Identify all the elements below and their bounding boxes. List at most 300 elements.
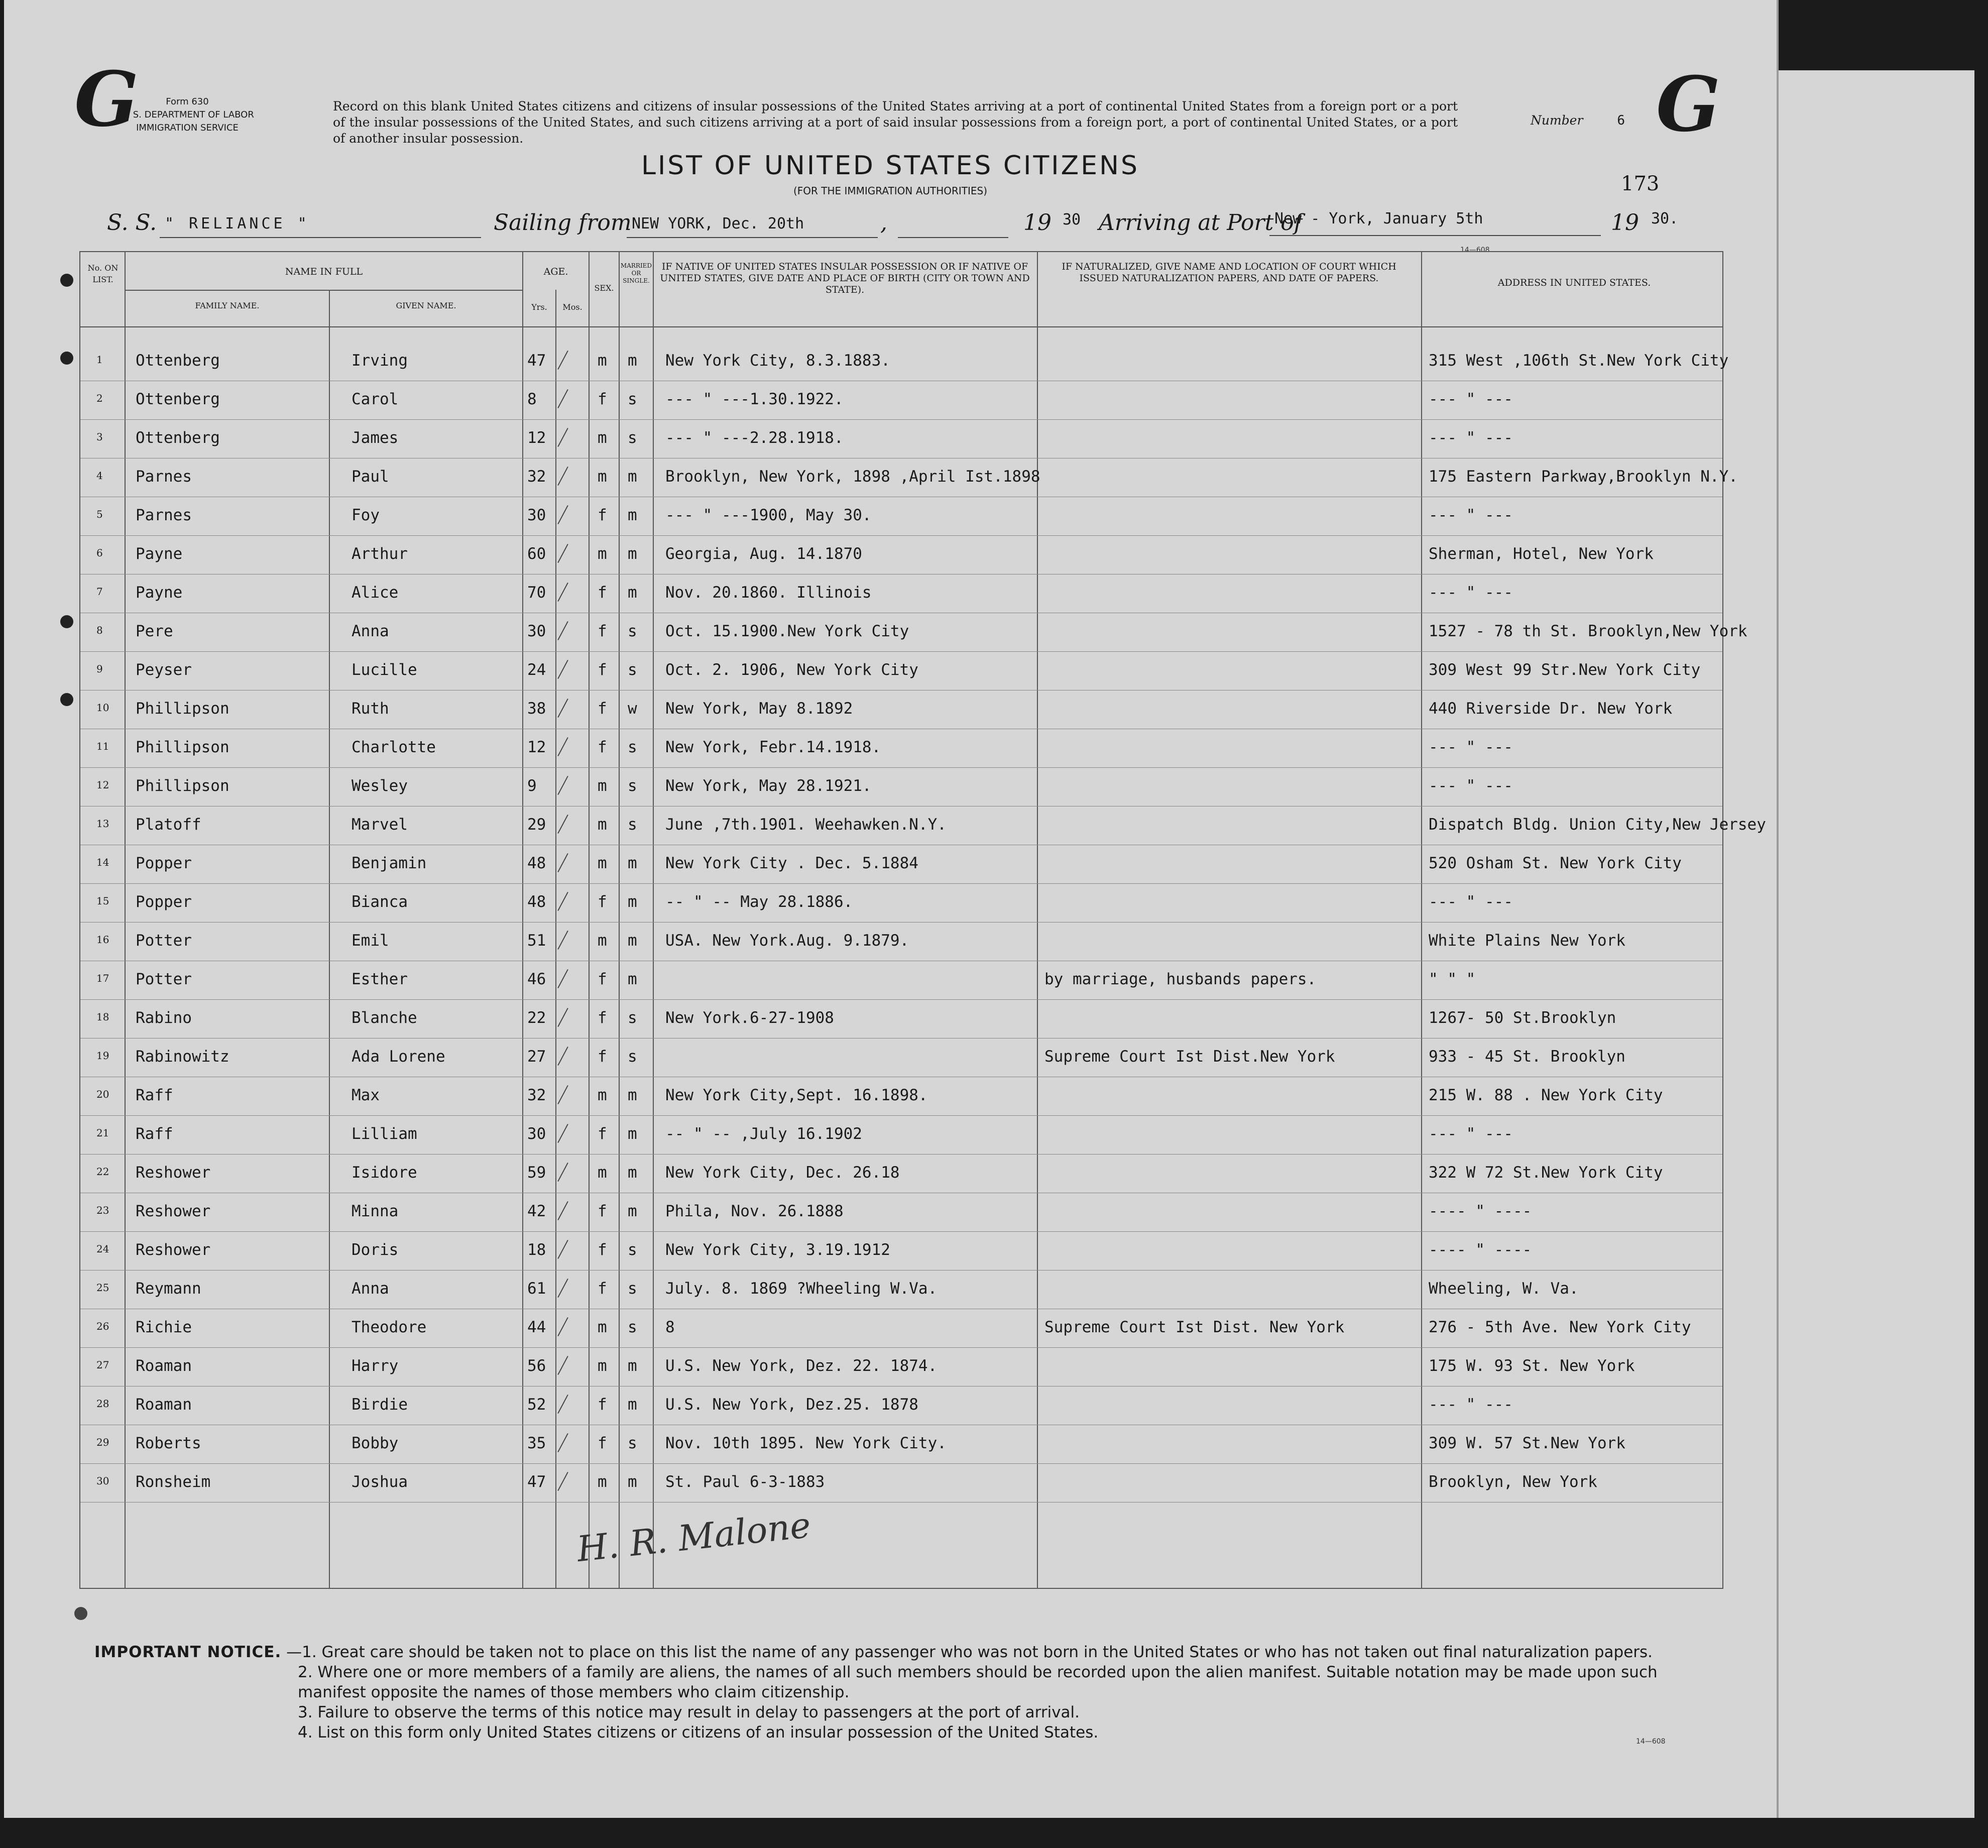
cell-addr: White Plains New York xyxy=(1429,932,1625,950)
cell-ms: s xyxy=(628,1241,637,1259)
cell-family: Potter xyxy=(136,970,192,988)
tick-mark xyxy=(557,1317,568,1336)
cell-nat: by marriage, husbands papers. xyxy=(1044,970,1317,988)
cell-addr: --- " --- xyxy=(1429,777,1513,795)
table-row xyxy=(80,1270,1722,1309)
cell-birth: New York City, Dec. 26.18 xyxy=(665,1164,900,1182)
cell-family: Rabinowitz xyxy=(136,1048,229,1066)
cell-ms: m xyxy=(628,506,637,524)
cell-sex: f xyxy=(598,584,607,602)
year-suffix-1: 30 xyxy=(1063,211,1081,228)
table-row xyxy=(80,497,1722,536)
cell-birth: --- " ---1900, May 30. xyxy=(665,506,872,524)
cell-birth: New York.6-27-1908 xyxy=(665,1009,834,1027)
cell-sex: m xyxy=(598,777,607,795)
cell-sex: m xyxy=(598,1086,607,1104)
cell-addr: 309 West 99 Str.New York City xyxy=(1429,661,1701,679)
cell-age: 70 xyxy=(527,584,546,602)
table-row xyxy=(80,420,1722,458)
cell-family: Raff xyxy=(136,1086,173,1104)
col-yrs: Yrs. xyxy=(531,302,547,312)
cell-family: Reshower xyxy=(136,1164,211,1182)
cell-family: Payne xyxy=(136,545,183,563)
cell-family: Payne xyxy=(136,584,183,602)
cell-addr: --- " --- xyxy=(1429,738,1513,756)
row-number: 21 xyxy=(96,1127,109,1139)
cell-given: Isidore xyxy=(352,1164,417,1182)
col-family-name: FAMILY NAME. xyxy=(195,301,260,310)
row-number: 15 xyxy=(96,895,109,907)
cell-ms: s xyxy=(628,1009,637,1027)
cell-family: Peyser xyxy=(136,661,192,679)
row-number: 14 xyxy=(96,856,109,868)
cell-given: Harry xyxy=(352,1357,399,1375)
cell-addr: ---- " ---- xyxy=(1429,1241,1532,1259)
row-number: 16 xyxy=(96,934,109,946)
cell-sex: f xyxy=(598,1396,607,1414)
cell-sex: m xyxy=(598,854,607,872)
tick-mark xyxy=(557,815,568,834)
table-row xyxy=(80,1464,1722,1503)
cell-sex: m xyxy=(598,429,607,447)
cell-addr: 175 W. 93 St. New York xyxy=(1429,1357,1635,1375)
cell-given: Emil xyxy=(352,932,389,950)
ship-name: " RELIANCE " xyxy=(165,215,310,233)
notice-item-2: 2. Where one or more members of a family are aliens, the names of all such members should be recorded upon the alien manifest. Suitable notation may be made upon such manifest opposite the names of those members who claim citizenship. xyxy=(298,1663,1658,1701)
cell-ms: s xyxy=(628,738,637,756)
signature: H. R. Malone xyxy=(574,1504,813,1570)
tick-mark xyxy=(557,1085,568,1104)
cell-given: Minna xyxy=(352,1202,399,1220)
cell-addr: --- " --- xyxy=(1429,1125,1513,1143)
table-row xyxy=(80,961,1722,1000)
col-birth: IF NATIVE OF UNITED STATES INSULAR POSSESSION OR IF NATIVE OF UNITED STATES, GIVE DATE AND PLACE OF BIRTH (CITY OR TOWN AND STATE). xyxy=(660,261,1030,295)
row-number: 25 xyxy=(96,1282,109,1294)
row-number: 18 xyxy=(96,1011,109,1023)
small-form-code: 14—608 xyxy=(1460,246,1490,254)
cell-birth: Brooklyn, New York, 1898 ,April Ist.1898 xyxy=(665,468,1040,486)
tick-mark xyxy=(557,931,568,950)
cell-birth: -- " -- ,July 16.1902 xyxy=(665,1125,862,1143)
cell-ms: m xyxy=(628,1086,637,1104)
tick-mark xyxy=(557,1472,568,1491)
row-number: 4 xyxy=(96,470,103,482)
cell-addr: 440 Riverside Dr. New York xyxy=(1429,700,1673,718)
cell-given: Marvel xyxy=(352,816,408,834)
col-address: ADDRESS IN UNITED STATES. xyxy=(1497,277,1651,288)
instructions-text: Record on this blank United States citizens and citizens of insular possessions of the United States arriving at a port of continental United States from a foreign port or a port of the insular possessions of the United States, and such citizens arriving at a port of said insular possessions from a foreign port, a port of continental United States, or a port of another insular possession. xyxy=(333,99,1458,146)
cell-birth: St. Paul 6-3-1883 xyxy=(665,1473,825,1491)
row-number: 30 xyxy=(96,1475,109,1487)
department: U. S. DEPARTMENT OF LABOR xyxy=(121,109,254,120)
cell-given: Ada Lorene xyxy=(352,1048,445,1066)
cell-age: 12 xyxy=(527,738,546,756)
row-number: 23 xyxy=(96,1204,109,1216)
cell-given: Alice xyxy=(352,584,399,602)
cell-addr: 520 Osham St. New York City xyxy=(1429,854,1682,872)
table-row xyxy=(80,1116,1722,1154)
table-row xyxy=(80,1077,1722,1116)
arriving-value: New - York, January 5th xyxy=(1274,210,1483,227)
punch-hole xyxy=(60,615,73,628)
tick-mark xyxy=(557,389,568,408)
cell-addr: 315 West ,106th St.New York City xyxy=(1429,352,1729,370)
tick-mark xyxy=(557,1395,568,1414)
tick-mark xyxy=(557,505,568,524)
table-row xyxy=(80,922,1722,961)
cell-sex: f xyxy=(598,738,607,756)
row-number: 22 xyxy=(96,1166,109,1178)
col-sex: SEX. xyxy=(594,283,614,293)
cell-addr: 933 - 45 St. Brooklyn xyxy=(1429,1048,1625,1066)
cell-addr: Dispatch Bldg. Union City,New Jersey xyxy=(1429,816,1766,834)
cell-birth: Phila, Nov. 26.1888 xyxy=(665,1202,844,1220)
cell-addr: --- " --- xyxy=(1429,893,1513,911)
tick-mark xyxy=(557,1047,568,1066)
cell-age: 29 xyxy=(527,816,546,834)
cell-ms: m xyxy=(628,468,637,486)
table-row xyxy=(80,1387,1722,1425)
cell-birth: New York, Febr.14.1918. xyxy=(665,738,881,756)
cell-family: Roberts xyxy=(136,1434,201,1452)
cell-birth: U.S. New York, Dez. 22. 1874. xyxy=(665,1357,938,1375)
cell-birth: 8 xyxy=(665,1318,675,1336)
passenger-table xyxy=(79,251,1766,1589)
cell-family: Ottenberg xyxy=(136,352,220,370)
cell-given: Anna xyxy=(352,1280,389,1298)
cell-birth: New York City,Sept. 16.1898. xyxy=(665,1086,928,1104)
cell-ms: s xyxy=(628,816,637,834)
cell-sex: f xyxy=(598,1202,607,1220)
row-number: 19 xyxy=(96,1050,109,1062)
cell-ms: s xyxy=(628,1048,637,1066)
cell-addr: 1527 - 78 th St. Brooklyn,New York xyxy=(1429,622,1747,640)
cell-sex: f xyxy=(598,1280,607,1298)
cell-age: 32 xyxy=(527,1086,546,1104)
table-row xyxy=(80,536,1722,574)
cell-addr: 276 - 5th Ave. New York City xyxy=(1429,1318,1691,1336)
cell-given: Bobby xyxy=(352,1434,399,1452)
notice-item-1: —1. Great care should be taken not to place on this list the name of any passenger who was not born in the United States or who has not taken out final naturalization papers. xyxy=(286,1643,1653,1661)
cell-sex: m xyxy=(598,1357,607,1375)
sailing-from-label: Sailing from xyxy=(494,210,632,236)
cell-addr: ---- " ---- xyxy=(1429,1202,1532,1220)
year-prefix-2: 19 xyxy=(1611,210,1639,236)
tick-mark xyxy=(557,621,568,640)
cell-sex: m xyxy=(598,1473,607,1491)
cell-family: Roaman xyxy=(136,1357,192,1375)
cell-family: Phillipson xyxy=(136,777,229,795)
col-given-name: GIVEN NAME. xyxy=(396,301,456,310)
cell-sex: f xyxy=(598,700,607,718)
cell-given: Blanche xyxy=(352,1009,417,1027)
cell-age: 24 xyxy=(527,661,546,679)
cell-ms: w xyxy=(628,700,637,718)
col-age: AGE. xyxy=(543,266,568,277)
cell-birth: U.S. New York, Dez.25. 1878 xyxy=(665,1396,918,1414)
cell-age: 48 xyxy=(527,854,546,872)
year-prefix-1: 19 xyxy=(1023,210,1051,236)
cell-sex: f xyxy=(598,506,607,524)
cell-ms: s xyxy=(628,390,637,408)
cell-age: 61 xyxy=(527,1280,546,1298)
table-row xyxy=(80,1425,1722,1464)
cell-given: Lilliam xyxy=(352,1125,417,1143)
cell-given: Carol xyxy=(352,390,399,408)
cell-nat: Supreme Court Ist Dist. New York xyxy=(1044,1318,1345,1336)
cell-addr: 175 Eastern Parkway,Brooklyn N.Y. xyxy=(1429,468,1738,486)
cell-ms: s xyxy=(628,1318,637,1336)
cell-age: 59 xyxy=(527,1164,546,1182)
cell-ms: m xyxy=(628,932,637,950)
tick-mark xyxy=(557,583,568,602)
year-suffix-2: 30. xyxy=(1651,210,1679,227)
cell-family: Phillipson xyxy=(136,738,229,756)
tick-mark xyxy=(557,351,568,370)
cell-age: 42 xyxy=(527,1202,546,1220)
sailing-from-value: NEW YORK, Dec. 20th xyxy=(632,215,804,233)
cell-age: 30 xyxy=(527,506,546,524)
cell-addr: Sherman, Hotel, New York xyxy=(1429,545,1654,563)
cell-age: 46 xyxy=(527,970,546,988)
tick-mark xyxy=(557,1356,568,1375)
cell-ms: s xyxy=(628,429,637,447)
form-number: Form 630 xyxy=(166,96,209,107)
col-married: MARRIED OR SINGLE. xyxy=(620,262,652,284)
cell-sex: m xyxy=(598,932,607,950)
cell-sex: m xyxy=(598,1318,607,1336)
cell-age: 30 xyxy=(527,622,546,640)
cell-given: Anna xyxy=(352,622,389,640)
cell-given: Irving xyxy=(352,352,408,370)
cell-birth: July. 8. 1869 ?Wheeling W.Va. xyxy=(665,1280,938,1298)
service: IMMIGRATION SERVICE xyxy=(136,123,239,133)
col-no: No. ON LIST. xyxy=(87,263,119,284)
punch-hole xyxy=(60,274,73,287)
cell-given: Theodore xyxy=(352,1318,427,1336)
cell-ms: s xyxy=(628,1280,637,1298)
cell-sex: f xyxy=(598,1048,607,1066)
cell-sex: m xyxy=(598,545,607,563)
tick-mark xyxy=(557,776,568,795)
col-name-in-full: NAME IN FULL xyxy=(285,266,363,277)
cell-birth: Nov. 10th 1895. New York City. xyxy=(665,1434,947,1452)
table-row xyxy=(80,884,1722,922)
row-number: 1 xyxy=(96,354,103,366)
table-row xyxy=(80,381,1722,420)
row-number: 24 xyxy=(96,1243,109,1255)
table-row xyxy=(80,1309,1722,1348)
ship-label: S. S. xyxy=(107,210,157,236)
page-title: LIST OF UNITED STATES CITIZENS xyxy=(641,151,1139,181)
cell-ms: m xyxy=(628,1125,637,1143)
cell-birth: USA. New York.Aug. 9.1879. xyxy=(665,932,909,950)
cell-addr: --- " --- xyxy=(1429,429,1513,447)
cell-age: 35 xyxy=(527,1434,546,1452)
cell-addr: Brooklyn, New York xyxy=(1429,1473,1597,1491)
cell-age: 12 xyxy=(527,429,546,447)
table-row xyxy=(80,1348,1722,1387)
tick-mark xyxy=(557,1163,568,1182)
cell-sex: m xyxy=(598,352,607,370)
table-row xyxy=(80,613,1747,652)
cell-birth: Oct. 15.1900.New York City xyxy=(665,622,909,640)
cell-sex: f xyxy=(598,1241,607,1259)
cell-ms: s xyxy=(628,622,637,640)
table-row xyxy=(80,806,1766,845)
cell-birth: New York, May 8.1892 xyxy=(665,700,853,718)
notice-lead: IMPORTANT NOTICE. xyxy=(94,1643,282,1661)
cell-addr: --- " --- xyxy=(1429,1396,1513,1414)
cell-given: Wesley xyxy=(352,777,408,795)
cell-age: 38 xyxy=(527,700,546,718)
cell-sex: f xyxy=(598,1434,607,1452)
cell-birth: Nov. 20.1860. Illinois xyxy=(665,584,872,602)
row-number: 20 xyxy=(96,1088,109,1100)
tick-mark xyxy=(557,737,568,756)
cell-sex: m xyxy=(598,816,607,834)
punch-hole xyxy=(74,1607,87,1620)
cell-family: Raff xyxy=(136,1125,173,1143)
cell-family: Platoff xyxy=(136,816,201,834)
tick-mark xyxy=(557,1008,568,1027)
cell-given: Arthur xyxy=(352,545,408,563)
tick-mark xyxy=(557,1124,568,1143)
cell-sex: f xyxy=(598,1125,607,1143)
cell-family: Ottenberg xyxy=(136,429,220,447)
cell-ms: s xyxy=(628,1434,637,1452)
cell-age: 44 xyxy=(527,1318,546,1336)
cell-ms: m xyxy=(628,545,637,563)
cell-age: 9 xyxy=(527,777,537,795)
tick-mark xyxy=(557,660,568,679)
table-row xyxy=(80,690,1722,729)
row-number: 11 xyxy=(96,740,109,752)
table-row xyxy=(80,1154,1722,1193)
comma-1: , xyxy=(880,210,887,236)
cell-given: Joshua xyxy=(352,1473,408,1491)
cell-age: 48 xyxy=(527,893,546,911)
table-row xyxy=(80,845,1722,884)
cell-birth: --- " ---2.28.1918. xyxy=(665,429,844,447)
cell-given: Bianca xyxy=(352,893,408,911)
cell-family: Popper xyxy=(136,854,192,872)
cell-birth: --- " ---1.30.1922. xyxy=(665,390,844,408)
tick-mark xyxy=(557,1201,568,1220)
table-row xyxy=(80,768,1722,806)
cell-age: 60 xyxy=(527,545,546,563)
page-subtitle: (FOR THE IMMIGRATION AUTHORITIES) xyxy=(793,185,988,197)
row-number: 12 xyxy=(96,779,109,791)
row-number: 27 xyxy=(96,1359,109,1371)
cell-addr: " " " xyxy=(1429,970,1476,988)
cell-family: Popper xyxy=(136,893,192,911)
tick-mark xyxy=(557,544,568,563)
tick-mark xyxy=(557,467,568,486)
cell-family: Roaman xyxy=(136,1396,192,1414)
cell-birth: -- " -- May 28.1886. xyxy=(665,893,853,911)
table-row xyxy=(80,574,1722,613)
cell-family: Ottenberg xyxy=(136,390,220,408)
cell-age: 51 xyxy=(527,932,546,950)
cell-sex: f xyxy=(598,893,607,911)
cell-age: 52 xyxy=(527,1396,546,1414)
tick-mark xyxy=(557,1240,568,1259)
cell-addr: --- " --- xyxy=(1429,390,1513,408)
cell-given: Max xyxy=(352,1086,380,1104)
cell-age: 56 xyxy=(527,1357,546,1375)
cell-given: Ruth xyxy=(352,700,389,718)
cell-age: 32 xyxy=(527,468,546,486)
cell-given: Lucille xyxy=(352,661,417,679)
row-number: 10 xyxy=(96,702,109,714)
col-mos: Mos. xyxy=(562,302,582,312)
cell-ms: m xyxy=(628,1396,637,1414)
cell-given: Esther xyxy=(352,970,408,988)
number-label: Number xyxy=(1531,113,1583,128)
tick-mark xyxy=(557,1433,568,1452)
cell-ms: m xyxy=(628,1164,637,1182)
cell-family: Reshower xyxy=(136,1202,211,1220)
cell-family: Rabino xyxy=(136,1009,192,1027)
row-number: 9 xyxy=(96,663,103,675)
cell-given: Benjamin xyxy=(352,854,427,872)
cell-family: Reshower xyxy=(136,1241,211,1259)
important-notice xyxy=(94,1642,1711,1743)
cell-birth: Oct. 2. 1906, New York City xyxy=(665,661,918,679)
corner-letter-right: G xyxy=(1656,60,1721,149)
cell-age: 27 xyxy=(527,1048,546,1066)
cell-birth: Georgia, Aug. 14.1870 xyxy=(665,545,862,563)
number-value: 6 xyxy=(1617,113,1625,128)
cell-birth: New York City, 3.19.1912 xyxy=(665,1241,890,1259)
tick-mark xyxy=(557,1279,568,1298)
cell-family: Phillipson xyxy=(136,700,229,718)
row-number: 29 xyxy=(96,1436,109,1448)
punch-hole xyxy=(60,693,73,706)
cell-nat: Supreme Court Ist Dist.New York xyxy=(1044,1048,1335,1066)
row-number: 3 xyxy=(96,431,103,443)
cell-addr: 309 W. 57 St.New York xyxy=(1429,1434,1625,1452)
cell-ms: m xyxy=(628,584,637,602)
cell-addr: 322 W 72 St.New York City xyxy=(1429,1164,1663,1182)
cell-sex: m xyxy=(598,468,607,486)
cell-given: Charlotte xyxy=(352,738,436,756)
cell-sex: f xyxy=(598,970,607,988)
table-row xyxy=(80,458,1738,497)
table-row xyxy=(80,729,1722,768)
corner-letter-left: G xyxy=(74,55,139,144)
table-row xyxy=(80,652,1722,690)
cell-age: 18 xyxy=(527,1241,546,1259)
cell-given: Paul xyxy=(352,468,389,486)
tick-mark xyxy=(557,892,568,911)
cell-family: Parnes xyxy=(136,506,192,524)
row-number: 7 xyxy=(96,586,103,598)
notice-item-3: 3. Failure to observe the terms of this notice may result in delay to passengers at the port of arrival. xyxy=(298,1703,1080,1721)
cell-ms: m xyxy=(628,1202,637,1220)
cell-sex: f xyxy=(598,390,607,408)
row-number: 28 xyxy=(96,1398,109,1410)
cell-ms: s xyxy=(628,661,637,679)
cell-addr: --- " --- xyxy=(1429,584,1513,602)
row-number: 2 xyxy=(96,392,103,404)
punch-hole xyxy=(60,352,73,365)
cell-given: Birdie xyxy=(352,1396,408,1414)
row-number: 17 xyxy=(96,972,109,984)
arriving-label: Arriving at Port of xyxy=(1099,210,1303,236)
row-number: 13 xyxy=(96,818,109,830)
